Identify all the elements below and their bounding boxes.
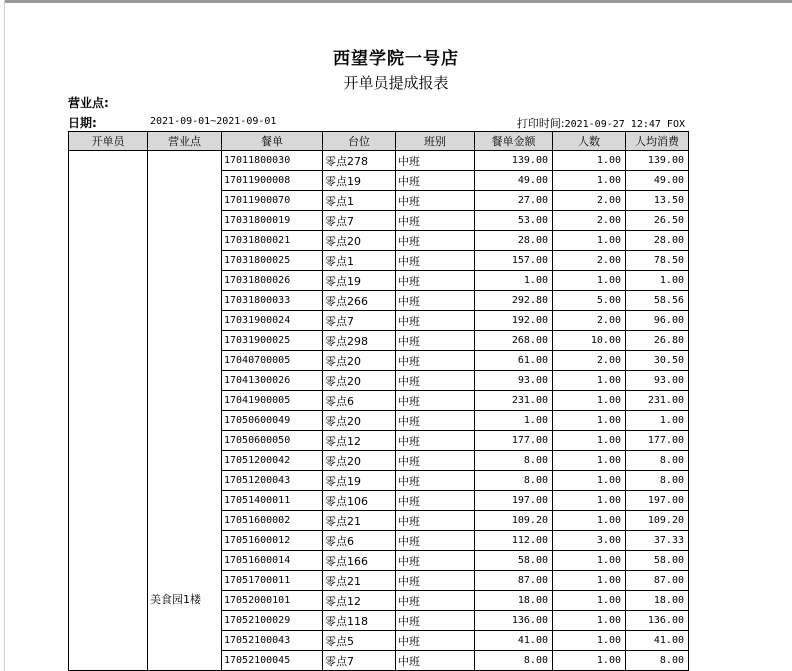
guests-cell: 1.00	[553, 491, 626, 511]
shift-cell: 中班	[396, 531, 475, 551]
shift-cell: 中班	[396, 251, 475, 271]
shift-cell: 中班	[396, 451, 475, 471]
order-cell: 17041900005	[222, 391, 323, 411]
guests-cell: 1.00	[553, 571, 626, 591]
per-capita-cell: 26.50	[626, 211, 689, 231]
print-time-value: 2021-09-27 12:47 FOX	[564, 119, 685, 130]
guests-cell: 1.00	[553, 151, 626, 171]
per-capita-cell: 26.80	[626, 331, 689, 351]
order-cell: 17052100029	[222, 611, 323, 631]
table-cell: 零点7	[323, 211, 396, 231]
col-header-amount: 餐单金额	[475, 132, 553, 151]
table-cell: 零点21	[323, 511, 396, 531]
shift-cell: 中班	[396, 611, 475, 631]
guests-cell: 1.00	[553, 631, 626, 651]
amount-cell: 61.00	[475, 351, 553, 371]
per-capita-cell: 93.00	[626, 371, 689, 391]
per-capita-cell: 30.50	[626, 351, 689, 371]
table-cell: 零点278	[323, 151, 396, 171]
amount-cell: 58.00	[475, 551, 553, 571]
table-cell: 零点1	[323, 251, 396, 271]
per-capita-cell: 136.00	[626, 611, 689, 631]
table-row	[69, 151, 689, 171]
store-name-title: 西望学院一号店	[333, 49, 459, 69]
guests-cell: 1.00	[553, 511, 626, 531]
per-capita-cell: 1.00	[626, 271, 689, 291]
col-header-table: 台位	[323, 132, 396, 151]
shift-cell: 中班	[396, 651, 475, 671]
shift-cell: 中班	[396, 511, 475, 531]
shift-cell: 中班	[396, 231, 475, 251]
amount-cell: 53.00	[475, 211, 553, 231]
operator-cell	[69, 151, 148, 671]
commission-report-table	[68, 131, 689, 671]
shift-cell: 中班	[396, 351, 475, 371]
table-cell: 零点21	[323, 571, 396, 591]
order-cell: 17050600050	[222, 431, 323, 451]
order-cell: 17031900024	[222, 311, 323, 331]
amount-cell: 93.00	[475, 371, 553, 391]
per-capita-cell: 109.20	[626, 511, 689, 531]
per-capita-cell: 177.00	[626, 431, 689, 451]
per-capita-cell: 231.00	[626, 391, 689, 411]
table-cell: 零点20	[323, 371, 396, 391]
per-capita-cell: 41.00	[626, 631, 689, 651]
date-range-value: 2021-09-01~2021-09-01	[150, 116, 277, 127]
guests-cell: 1.00	[553, 431, 626, 451]
per-capita-cell: 13.50	[626, 191, 689, 211]
col-header-guests: 人数	[553, 132, 626, 151]
table-cell: 零点6	[323, 391, 396, 411]
print-time-label: 打印时间:	[516, 117, 565, 130]
table-cell: 零点298	[323, 331, 396, 351]
order-cell: 17051600014	[222, 551, 323, 571]
amount-cell: 87.00	[475, 571, 553, 591]
table-cell: 零点12	[323, 591, 396, 611]
order-cell: 17031800021	[222, 231, 323, 251]
order-cell: 17051600012	[222, 531, 323, 551]
table-cell: 零点20	[323, 451, 396, 471]
amount-cell: 1.00	[475, 411, 553, 431]
order-cell: 17050600049	[222, 411, 323, 431]
per-capita-cell: 58.56	[626, 291, 689, 311]
order-cell: 17031900025	[222, 331, 323, 351]
amount-cell: 28.00	[475, 231, 553, 251]
shift-cell: 中班	[396, 151, 475, 171]
guests-cell: 5.00	[553, 291, 626, 311]
page-left-margin	[0, 0, 5, 671]
order-cell: 17052100043	[222, 631, 323, 651]
table-cell: 零点7	[323, 311, 396, 331]
table-cell: 零点266	[323, 291, 396, 311]
table-cell: 零点166	[323, 551, 396, 571]
shift-cell: 中班	[396, 311, 475, 331]
order-cell: 17031800019	[222, 211, 323, 231]
amount-cell: 8.00	[475, 651, 553, 671]
order-cell: 17051600002	[222, 511, 323, 531]
shift-cell: 中班	[396, 491, 475, 511]
amount-cell: 157.00	[475, 251, 553, 271]
guests-cell: 1.00	[553, 271, 626, 291]
guests-cell: 1.00	[553, 471, 626, 491]
amount-cell: 197.00	[475, 491, 553, 511]
guests-cell: 1.00	[553, 171, 626, 191]
table-cell: 零点6	[323, 531, 396, 551]
shift-cell: 中班	[396, 591, 475, 611]
order-cell: 17031800025	[222, 251, 323, 271]
shift-cell: 中班	[396, 271, 475, 291]
amount-cell: 192.00	[475, 311, 553, 331]
shift-cell: 中班	[396, 431, 475, 451]
per-capita-cell: 37.33	[626, 531, 689, 551]
order-cell: 17041300026	[222, 371, 323, 391]
per-capita-cell: 28.00	[626, 231, 689, 251]
table-cell: 零点12	[323, 431, 396, 451]
table-cell: 零点1	[323, 191, 396, 211]
amount-cell: 1.00	[475, 271, 553, 291]
shift-cell: 中班	[396, 411, 475, 431]
order-cell: 17051700011	[222, 571, 323, 591]
order-cell: 17051200043	[222, 471, 323, 491]
guests-cell: 1.00	[553, 611, 626, 631]
amount-cell: 177.00	[475, 431, 553, 451]
table-header-row	[69, 132, 689, 151]
amount-cell: 136.00	[475, 611, 553, 631]
guests-cell: 2.00	[553, 191, 626, 211]
order-cell: 17011900070	[222, 191, 323, 211]
shift-cell: 中班	[396, 551, 475, 571]
guests-cell: 1.00	[553, 411, 626, 431]
table-cell: 零点19	[323, 471, 396, 491]
guests-cell: 1.00	[553, 451, 626, 471]
location-label: 营业点:	[68, 96, 109, 110]
guests-cell: 3.00	[553, 531, 626, 551]
shift-cell: 中班	[396, 371, 475, 391]
order-cell: 17031800033	[222, 291, 323, 311]
table-cell: 零点106	[323, 491, 396, 511]
per-capita-cell: 49.00	[626, 171, 689, 191]
guests-cell: 1.00	[553, 651, 626, 671]
per-capita-cell: 18.00	[626, 591, 689, 611]
print-time	[517, 115, 685, 131]
guests-cell: 2.00	[553, 251, 626, 271]
guests-cell: 10.00	[553, 331, 626, 351]
order-cell: 17051200042	[222, 451, 323, 471]
order-cell: 17052100045	[222, 651, 323, 671]
guests-cell: 2.00	[553, 351, 626, 371]
col-header-operator: 开单员	[69, 132, 148, 151]
guests-cell: 1.00	[553, 591, 626, 611]
location-cell	[148, 151, 222, 671]
table-cell: 零点20	[323, 411, 396, 431]
per-capita-cell: 8.00	[626, 451, 689, 471]
per-capita-cell: 96.00	[626, 311, 689, 331]
guests-cell: 1.00	[553, 391, 626, 411]
amount-cell: 8.00	[475, 451, 553, 471]
shift-cell: 中班	[396, 171, 475, 191]
per-capita-cell: 8.00	[626, 471, 689, 491]
guests-cell: 1.00	[553, 371, 626, 391]
guests-cell: 1.00	[553, 231, 626, 251]
col-header-shift: 班别	[396, 132, 475, 151]
table-cell: 零点5	[323, 631, 396, 651]
table-cell: 零点19	[323, 271, 396, 291]
col-header-location: 营业点	[148, 132, 222, 151]
amount-cell: 292.80	[475, 291, 553, 311]
window-top-border	[0, 0, 792, 3]
per-capita-cell: 58.00	[626, 551, 689, 571]
table-cell: 零点118	[323, 611, 396, 631]
table-cell: 零点20	[323, 351, 396, 371]
col-header-order: 餐单	[222, 132, 323, 151]
col-header-per-capita: 人均消费	[626, 132, 689, 151]
per-capita-cell: 87.00	[626, 571, 689, 591]
shift-cell: 中班	[396, 391, 475, 411]
order-cell: 17031800026	[222, 271, 323, 291]
date-label: 日期:	[68, 116, 97, 130]
per-capita-cell: 8.00	[626, 651, 689, 671]
amount-cell: 109.20	[475, 511, 553, 531]
shift-cell: 中班	[396, 191, 475, 211]
location-cell-label: 美食园1楼	[150, 593, 201, 606]
per-capita-cell: 139.00	[626, 151, 689, 171]
amount-cell: 49.00	[475, 171, 553, 191]
table-cell: 零点7	[323, 651, 396, 671]
order-cell: 17011900008	[222, 171, 323, 191]
guests-cell: 2.00	[553, 311, 626, 331]
per-capita-cell: 78.50	[626, 251, 689, 271]
amount-cell: 41.00	[475, 631, 553, 651]
table-cell: 零点19	[323, 171, 396, 191]
shift-cell: 中班	[396, 471, 475, 491]
shift-cell: 中班	[396, 291, 475, 311]
amount-cell: 27.00	[475, 191, 553, 211]
order-cell: 17052000101	[222, 591, 323, 611]
shift-cell: 中班	[396, 631, 475, 651]
guests-cell: 2.00	[553, 211, 626, 231]
per-capita-cell: 197.00	[626, 491, 689, 511]
amount-cell: 8.00	[475, 471, 553, 491]
shift-cell: 中班	[396, 571, 475, 591]
order-cell: 17040700005	[222, 351, 323, 371]
table-cell: 零点20	[323, 231, 396, 251]
guests-cell: 1.00	[553, 551, 626, 571]
order-cell: 17051400011	[222, 491, 323, 511]
shift-cell: 中班	[396, 211, 475, 231]
report-title: 开单员提成报表	[343, 74, 449, 92]
amount-cell: 112.00	[475, 531, 553, 551]
shift-cell: 中班	[396, 331, 475, 351]
amount-cell: 18.00	[475, 591, 553, 611]
order-cell: 17011800030	[222, 151, 323, 171]
amount-cell: 231.00	[475, 391, 553, 411]
per-capita-cell: 1.00	[626, 411, 689, 431]
amount-cell: 139.00	[475, 151, 553, 171]
amount-cell: 268.00	[475, 331, 553, 351]
